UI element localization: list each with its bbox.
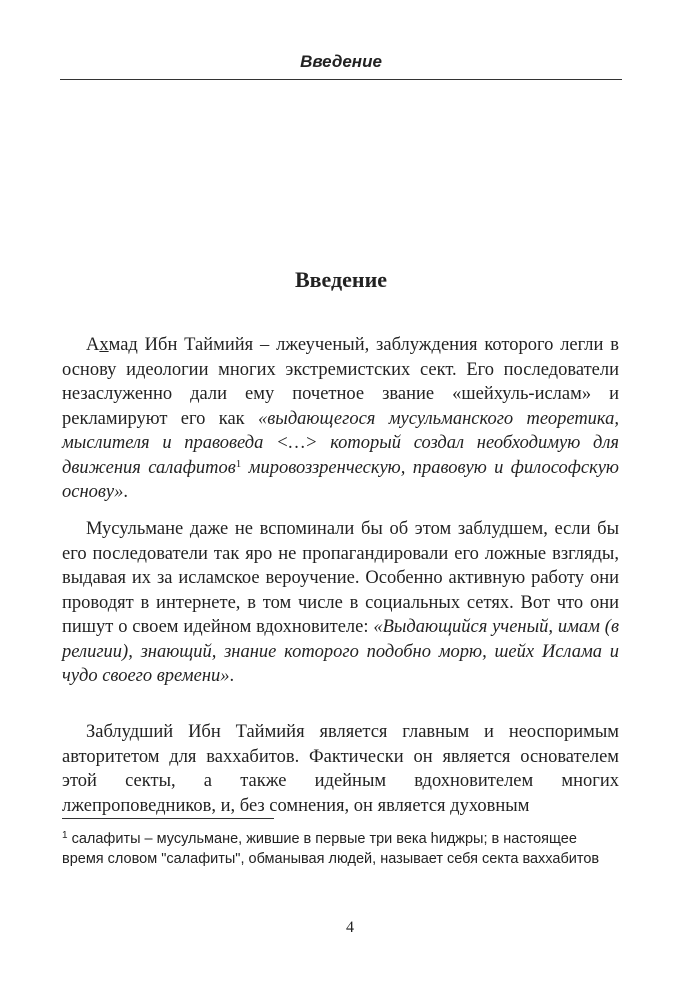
header-rule	[60, 79, 622, 80]
footnote	[62, 830, 607, 869]
paragraph-1	[62, 333, 619, 505]
paragraph-2	[62, 517, 619, 689]
footnote-text: салафиты – мусульмане, жившие в первые три века hиджры; в настоящее время словом "салафиты", обманывая людей, называет себя секта ваххабитов	[62, 831, 600, 867]
footnote-marker: 1	[62, 830, 68, 841]
underlined-letter: х	[99, 335, 109, 355]
running-header: Введение	[300, 52, 382, 71]
footnote-ref[interactable]: 1	[235, 457, 242, 470]
chapter-title: Введение	[294, 267, 388, 292]
paragraph-1-quote: «выдающегося мусульманского теоретика, мыслителя и правоведа <…> который создал необходимую для движения салафитов	[62, 408, 620, 478]
paragraph-1-start: А	[86, 335, 100, 355]
paragraph-2-quote: «Выдающийся ученый, имам (в религии), знающий, знание которого подобно морю, шейх Ислама и чудо своего времени»	[62, 617, 619, 686]
paragraph-2-text: Мусульмане даже не вспоминали бы об этом заблудшем, если бы его последователи так яро не пропагандировали его ложные взгляды, выдавая их за исламское вероучение. Особенно активную работу они проводят в интернете, в том числе в социальных сетях. Вот что они пишут о своем идейном вдохновителе:	[62, 519, 619, 637]
paragraph-3	[62, 720, 619, 842]
paragraph-1-text: мад Ибн Таймийя – лжеученый, заблуждения которого легли в основу идеологии многих экстремистских сект. Его последователи незаслуженно дали ему почетное звание «шейхуль-ислам» и рекламируют его как	[62, 335, 619, 429]
paragraph-3-text: Заблудший Ибн Таймийя является главным и неоспоримым авторитетом для ваххабитов. Фактически он является основателем этой секты, а также идейным вдохновителем многих лжепроповедников, и, без сомнения, он является духовным	[62, 722, 619, 816]
footnote-rule	[62, 818, 274, 819]
page-number: 4	[346, 919, 354, 936]
paragraph-1-end: .	[123, 482, 129, 502]
paragraph-1-quote-end: мировоззренческую, правовую и философскую основу»	[62, 457, 619, 502]
paragraph-2-end: .	[229, 666, 235, 686]
